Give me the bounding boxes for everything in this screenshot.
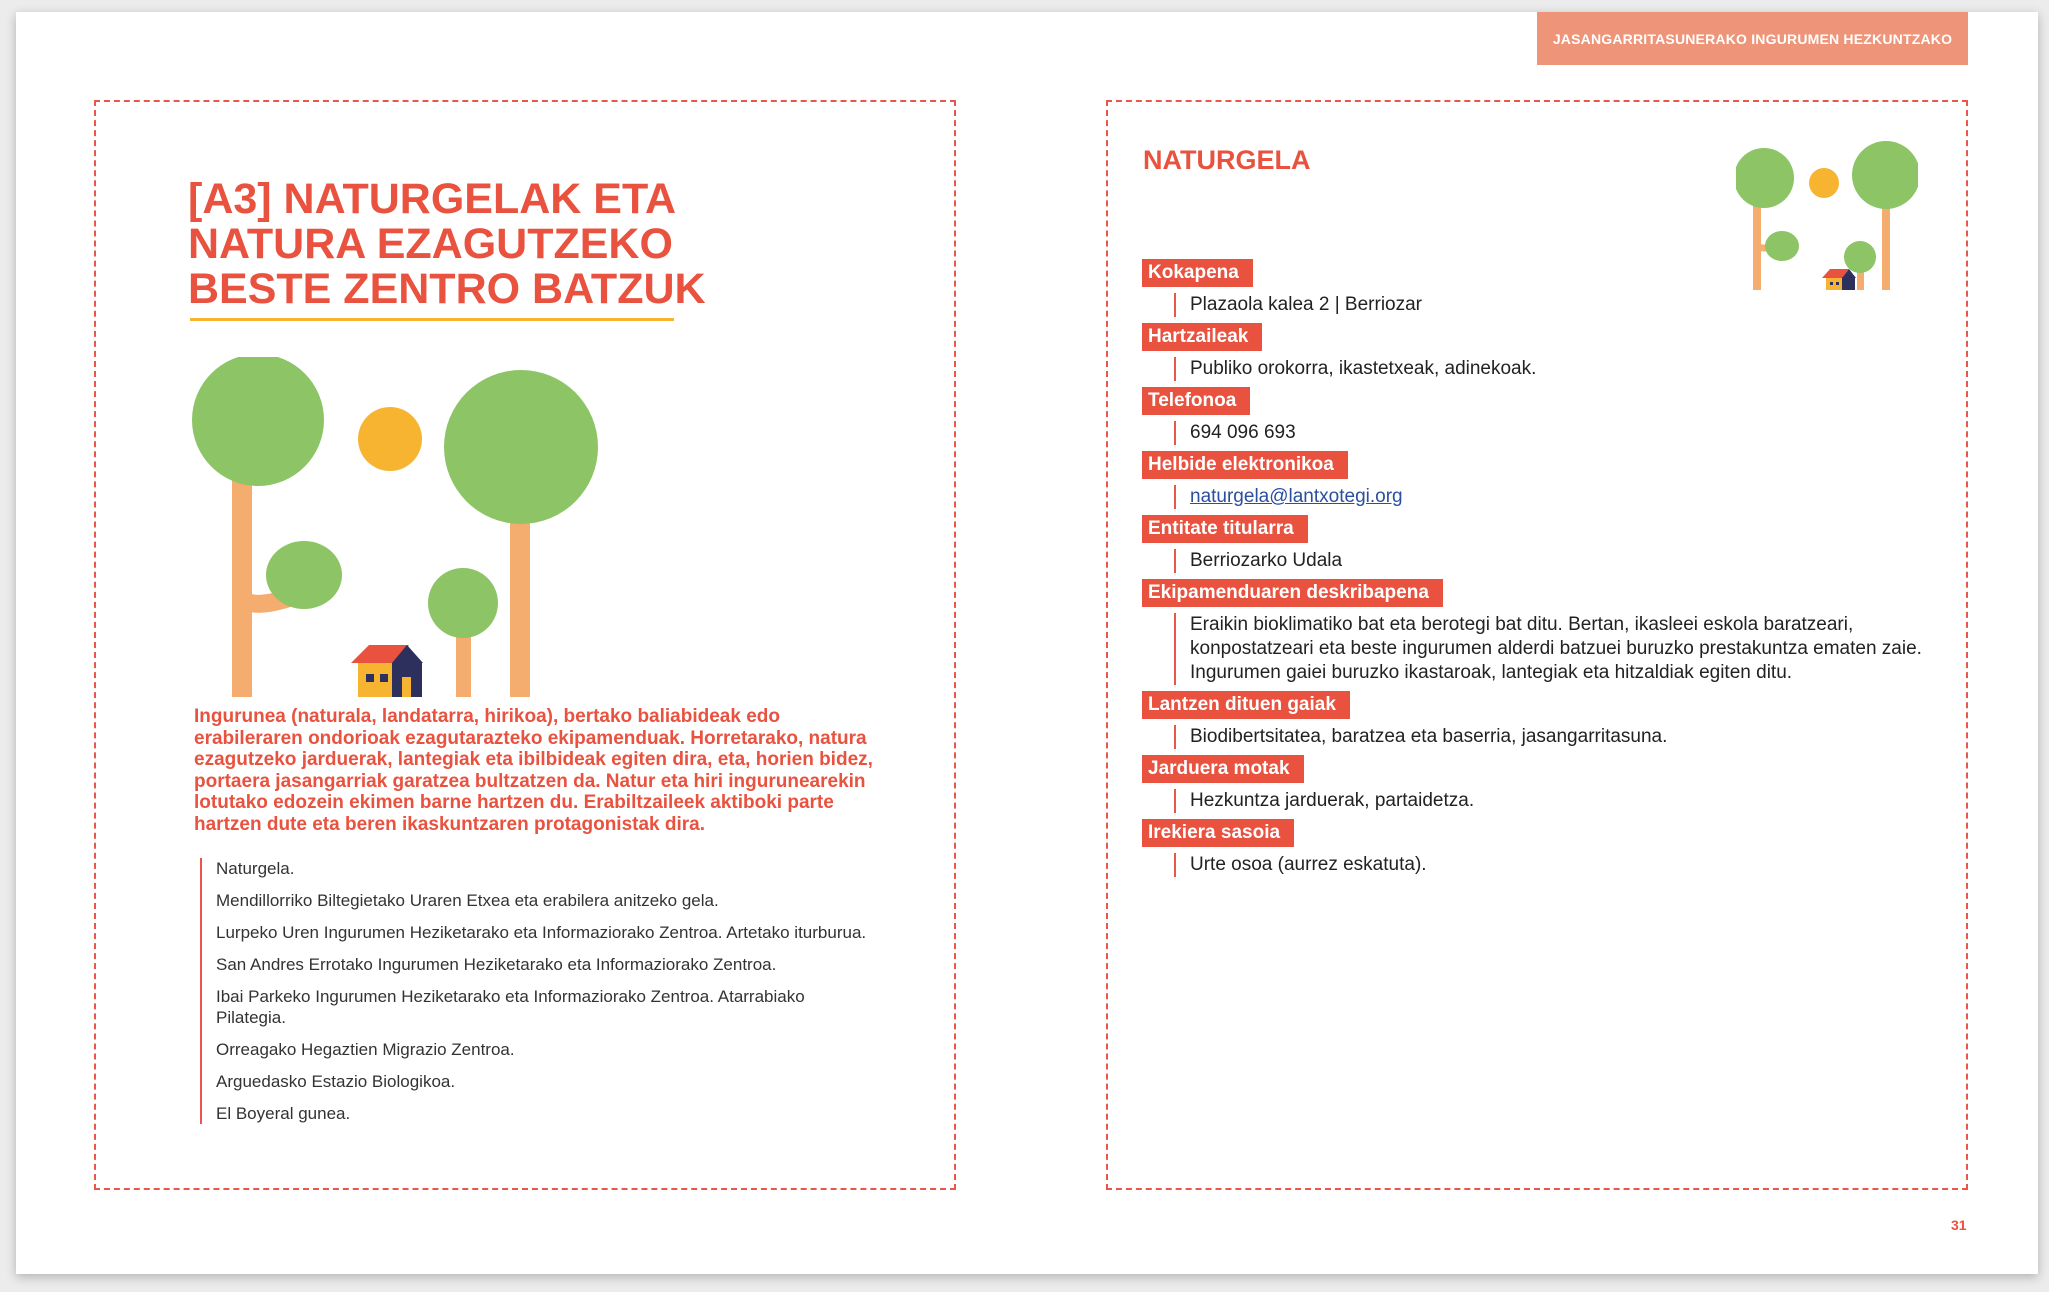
email-value — [1174, 485, 1942, 509]
list-item: Lurpeko Uren Ingurumen Heziketarako eta Informaziorako Zentroa. Artetako iturburua. — [216, 923, 867, 942]
field-deskribapena — [1142, 579, 1942, 685]
list-item: Orreagako Hegaztien Migrazio Zentroa. — [216, 1040, 515, 1059]
field-value: 694 096 693 — [1174, 421, 1942, 445]
list-item: Mendillorriko Biltegietako Uraren Etxea eta erabilera anitzeko gela. — [216, 891, 719, 910]
field-gaiak — [1142, 691, 1942, 749]
title-line-2: NATURA EZAGUTZEKO — [188, 220, 673, 268]
field-label: Entitate titularra — [1142, 515, 1308, 543]
list-item: Naturgela. — [216, 859, 295, 878]
list-item: El Boyeral gunea. — [216, 1104, 351, 1123]
field-value: Hezkuntza jarduerak, partaidetza. — [1174, 789, 1942, 813]
house-icon — [351, 645, 423, 697]
sun-icon — [358, 407, 422, 471]
tree-small — [428, 568, 498, 697]
field-label: Helbide elektronikoa — [1142, 451, 1348, 479]
title-line-3: BESTE ZENTRO BATZUK — [188, 265, 706, 313]
field-label: Hartzaileak — [1142, 323, 1262, 351]
field-kokapena — [1142, 259, 1942, 317]
list-item: Arguedasko Estazio Biologikoa. — [216, 1072, 456, 1091]
field-value: Biodibertsitatea, baratzea eta baserria, jasangarritasuna. — [1174, 725, 1942, 749]
sun-icon — [1809, 168, 1839, 198]
list-item: Ibai Parkeko Ingurumen Heziketarako eta Informaziorako Zentroa. Atarrabiako Pilategia. — [216, 987, 805, 1027]
field-label: Lantzen dituen gaiak — [1142, 691, 1350, 719]
field-label: Kokapena — [1142, 259, 1253, 287]
page-title — [188, 177, 708, 312]
list-item: San Andres Errotako Ingurumen Heziketarako eta Informaziorako Zentroa. — [216, 955, 777, 974]
centers-list — [200, 858, 876, 1124]
field-value: Urte osoa (aurrez eskatuta). — [1174, 853, 1942, 877]
field-helbidea — [1142, 451, 1942, 509]
field-label: Ekipamenduaren deskribapena — [1142, 579, 1443, 607]
field-label: Jarduera motak — [1142, 755, 1304, 783]
email-link[interactable]: naturgela@lantxotegi.org — [1190, 486, 1403, 507]
field-label: Irekiera sasoia — [1142, 819, 1294, 847]
facility-fields — [1142, 259, 1942, 883]
document-spread — [16, 12, 2038, 1274]
field-value: Plazaola kalea 2 | Berriozar — [1174, 293, 1942, 317]
field-value: Berriozarko Udala — [1174, 549, 1942, 573]
section-header-tab: JASANGARRITASUNERAKO INGURUMEN HEZKUNTZAKO — [1537, 12, 1968, 65]
trees-illustration — [191, 357, 611, 697]
field-jarduerak — [1142, 755, 1942, 813]
field-telefonoa — [1142, 387, 1942, 445]
field-value: Eraikin bioklimatiko bat eta berotegi bat ditu. Bertan, ikasleei eskola baratzeari, konpostatzeari eta beste ingurumen alderdi batzuei buruzko prestakuntza ematen zaie. Ingurumen gaiei buruzko ikastaroak, lantegiak eta hitzaldiak egiten ditu. — [1174, 613, 1942, 685]
title-underline — [190, 318, 674, 321]
tree-left — [192, 357, 342, 697]
field-entitatea — [1142, 515, 1942, 573]
page-number: 31 — [1951, 1217, 1967, 1233]
field-hartzaileak — [1142, 323, 1942, 381]
field-value: Publiko orokorra, ikastetxeak, adinekoak. — [1174, 357, 1942, 381]
field-label: Telefonoa — [1142, 387, 1250, 415]
facility-title: NATURGELA — [1143, 145, 1311, 175]
intro-paragraph: Ingurunea (naturala, landatarra, hirikoa), bertako baliabideak edo erabileraren ondorioak ezagutarazteko ekipamenduak. Horretarako, natura ezagutzeko jarduerak, lantegiak eta ibilbideak egiten dira, eta, horien bidez, portaera jasangarriak garatzea bultzatzen da. Natur eta hiri ingurunearekin lotutako edozein ekimen barne hartzen du. Erabiltzaileek aktiboki parte hartzen dute eta beren ikaskuntzaren protagonistak dira. — [194, 706, 873, 835]
field-sasoia — [1142, 819, 1942, 877]
title-line-1: [A3] NATURGELAK ETA — [188, 175, 677, 223]
